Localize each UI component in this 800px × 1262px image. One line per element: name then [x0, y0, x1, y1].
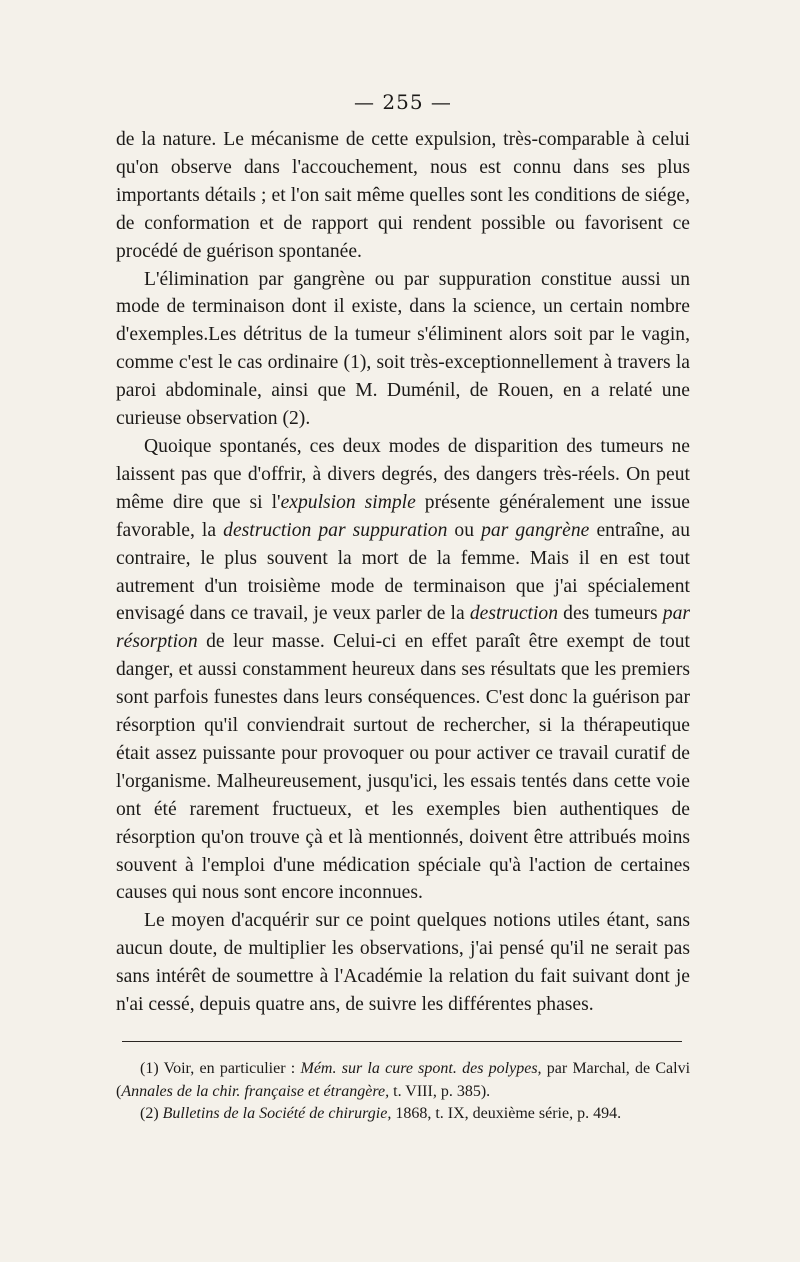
text-run: par Marchal, de Calvi ( — [116, 1060, 691, 1100]
text-run: des tumeurs — [558, 603, 663, 625]
paragraph — [116, 266, 690, 433]
text-run: Le moyen d'acquérir sur ce point quelques notions utiles étant, sans aucun doute, de multiplier les observations, j'ai pensé qu'il ne serait pas sans intérêt de soumettre à l'Académie la relation du fait suivant dont je n'ai cessé, depuis quatre ans, de suivre les différentes phases. — [116, 910, 690, 1016]
page-number: — 255 — — [354, 90, 452, 114]
text-run: 1868, t. IX, deuxième série, p. 494. — [391, 1105, 622, 1122]
text-run: entraîne, au contraire, le plus souvent la mort de la femme. Mais il en est tout autrement d'un troisième mode de terminaison que j'ai spécialement envisagé dans ce travail, je veux parler de la — [116, 519, 691, 625]
text-run: t. VIII, p. 385). — [389, 1082, 491, 1100]
italic-text: Bulletins de la Société de chirurgie, — [162, 1105, 392, 1122]
paragraph — [116, 433, 690, 907]
italic-text: destruction par suppuration — [223, 519, 448, 541]
italic-text: Mém. sur la cure spont. des polypes, — [300, 1060, 542, 1077]
text-run: de la nature. Le mécanisme de cette expulsion, très-comparable à celui qu'on observe dans l'accouchement, nous est connu dans ses plus importants détails ; et l'on sait même quelles sont les conditions de siége, de conformation et de rapport qui rendent possible ou favorisent ce procédé de guérison spontanée. — [116, 129, 690, 262]
footnote — [116, 1058, 690, 1103]
text-run: de leur masse. Celui-ci en effet paraît être exempt de tout danger, et aussi constamment heureux dans ses résultats que les premiers sont parfois funestes dans leurs conséquences. C'est donc la guérison par résorption qu'il conviendrait surtout de rechercher, si la thérapeutique était assez puissante pour provoquer ou pour activer ce travail curatif de l'organisme. Malheureusement, jusqu'ici, les essais tentés dans cette voie ont été rarement fructueux, et les exemples bien authentiques de résorption qu'on trouve çà et là mentionnés, doivent être attribués moins souvent à l'emploi d'une médication spéciale qu'à l'action de certaines causes qui nous sont encore inconnues. — [116, 631, 690, 904]
paragraph — [116, 126, 690, 266]
footnote — [116, 1103, 690, 1126]
body-text — [116, 126, 690, 1019]
paragraph — [116, 907, 690, 1019]
italic-text: destruction — [469, 603, 559, 625]
text-run: L'élimination par gangrène ou par suppuration constitue aussi un mode de terminaison dont il existe, dans la science, un certain nombre d'exemples.Les détritus de la tumeur s'éliminent alors soit par le vagin, comme c'est le cas ordinaire (1), soit très-exceptionnellement à travers la paroi abdominale, ainsi que M. Duménil, de Rouen, en a relaté une curieuse observation (2). — [116, 268, 690, 430]
text-run: (1) Voir, en particulier : — [140, 1060, 301, 1077]
italic-text: Annales de la chir. française et étrangère, — [121, 1082, 390, 1100]
italic-text: par gangrène — [481, 519, 590, 541]
italic-text: par résorption — [116, 603, 690, 653]
text-run: Quoique spontanés, ces deux modes de disparition des tumeurs ne laissent pas que d'offrir, à divers degrés, des dangers très-réels. On peut même dire que si l' — [116, 435, 690, 513]
footnote-divider — [122, 1041, 682, 1042]
italic-text: expulsion simple — [280, 491, 416, 513]
text-run: (2) — [140, 1105, 163, 1122]
footnotes — [116, 1058, 690, 1126]
text-run: ou — [447, 519, 482, 541]
text-run: présente généralement une issue favorable, la — [116, 491, 690, 541]
